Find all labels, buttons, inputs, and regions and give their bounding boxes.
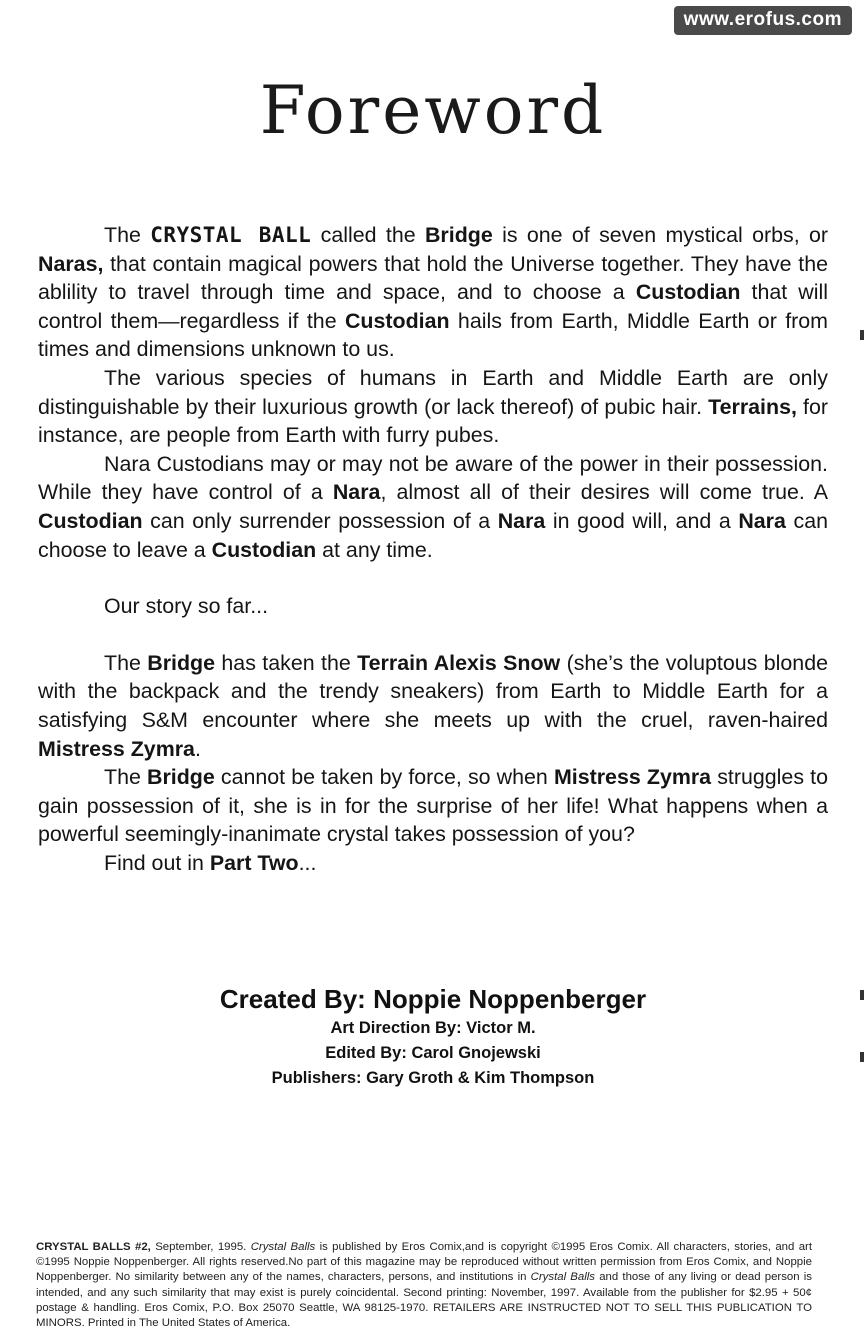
crystal-ball-logo-text: CRYSTAL BALL xyxy=(150,223,312,247)
legal-indicia: CRYSTAL BALLS #2, September, 1995. Crystal Balls is published by Eros Comix,and is copyright ©1995 Eros Comix. All characters, stories, and art ©1995 Noppie Noppenberger. All rights reserved.No part of this magazine may be reproduced without written permission from Eros Comix, and Noppie Noppenberger. No similarity between any of the names, characters, persons, and institutions in Crystal Balls and those of any living or dead person is intended, and any such similarity that may exist is purely coincidental. Second printing: November, 1997. Available from the publisher for $2.95 + 50¢ postage & handling. Eros Comix, P.O. Box 25070 Seattle, WA 98125-1970. RETAILERS ARE INSTRUCTED NOT TO SELL THIS PUBLICATION TO MINORS. Printed in The United States of America. xyxy=(36,1241,813,1330)
intro-paragraph-1: The CRYSTAL BALL called the Bridge is one of seven mystical orbs, or Naras, that contain magical powers that hold the Universe together. They have the ablility to travel through time and space, and to choose a Custodian that will control them—regardless if the Custodian hails from Earth, Middle Earth or from times and dimensions unknown to us. xyxy=(38,223,828,362)
scan-margin-mark xyxy=(860,330,864,340)
publishers-credit: Publishers: Gary Groth & Kim Thompson xyxy=(271,1069,595,1087)
story-paragraph-2: The Bridge cannot be taken by force, so when Mistress Zymra struggles to gain possession of it, she is in for the surprise of her life! What happens when a powerful seemingly-inanimate crystal takes possession of you? xyxy=(38,765,828,847)
created-by-credit: Created By: Noppie Noppenberger xyxy=(219,984,647,1014)
paragraph-spacer xyxy=(38,564,828,592)
intro-paragraph-3: Nara Custodians may or may not be aware of the power in their possession. While they have control of a Nara, almost all of their desires will come true. A Custodian can only surrender possession of a Nara in good will, and a Nara can choose to leave a Custodian at any time. xyxy=(38,451,829,562)
credits-block xyxy=(0,982,866,1091)
paragraph-spacer xyxy=(38,621,828,649)
foreword-body xyxy=(38,221,828,877)
story-so-far-heading: Our story so far... xyxy=(104,594,269,619)
scan-margin-mark xyxy=(860,990,864,1000)
scan-margin-mark xyxy=(860,1052,864,1062)
site-watermark: www.erofus.com xyxy=(674,6,852,35)
art-direction-credit: Art Direction By: Victor M. xyxy=(330,1019,536,1037)
story-paragraph-3: Find out in Part Two... xyxy=(104,850,317,875)
page-title: Foreword xyxy=(259,72,607,149)
intro-paragraph-2: The various species of humans in Earth and Middle Earth are only distinguishable by their luxurious growth (or lack thereof) of pubic hair. Terrains, for instance, are people from Earth with furry pubes. xyxy=(38,365,829,448)
edited-by-credit: Edited By: Carol Gnojewski xyxy=(325,1044,541,1062)
story-paragraph-1: The Bridge has taken the Terrain Alexis Snow (she’s the voluptous blonde with the backpack and the trendy sneakers) from Earth to Middle Earth for a satisfying S&M encounter where she meets up with the cruel, raven-haired Mistress Zymra. xyxy=(38,650,828,761)
